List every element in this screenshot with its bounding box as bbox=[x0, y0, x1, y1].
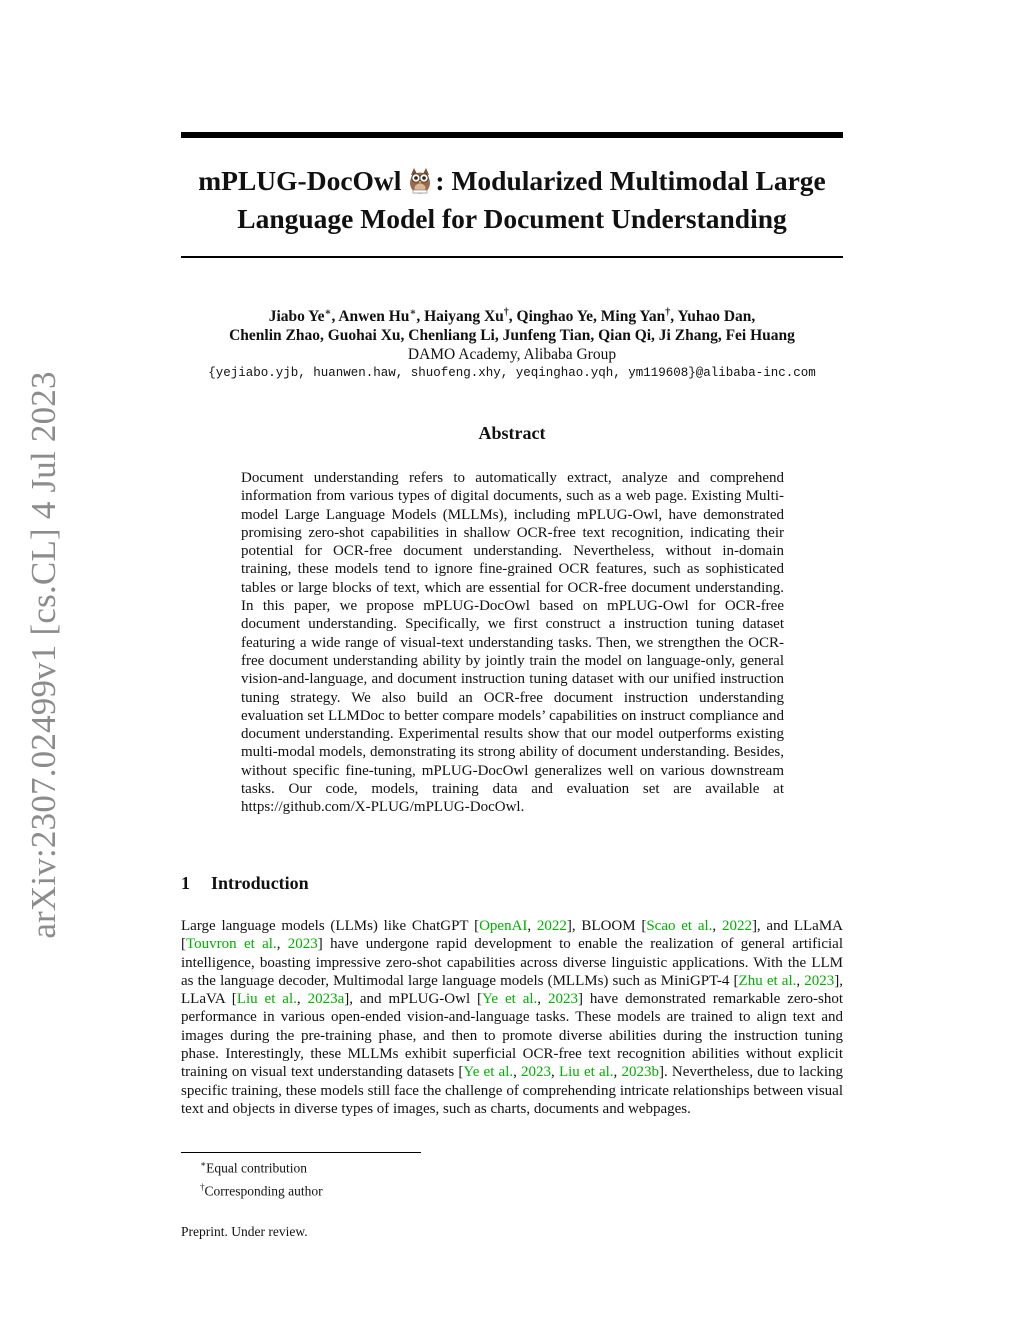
citation-link[interactable]: 2022 bbox=[721, 918, 752, 934]
text-run: Large language models (LLMs) like ChatGPT [ bbox=[181, 918, 480, 934]
citation-link[interactable]: 2023 bbox=[521, 1064, 552, 1081]
text-run: , bbox=[527, 918, 537, 934]
text-run: , bbox=[513, 1064, 522, 1081]
author-mark: † bbox=[665, 307, 671, 318]
owl-icon bbox=[407, 166, 433, 202]
citation-link[interactable]: Scao et al. bbox=[646, 918, 713, 934]
title-bottom-rule bbox=[181, 256, 843, 258]
title-part-1: mPLUG-DocOwl bbox=[198, 165, 402, 196]
citation-link[interactable]: 2023 bbox=[547, 991, 578, 1008]
citation-link[interactable]: 2023 bbox=[287, 936, 318, 953]
text-run: , bbox=[551, 1064, 559, 1081]
author-name: Jiabo Ye bbox=[268, 308, 325, 326]
introduction-paragraph bbox=[181, 917, 843, 1118]
text-run: , bbox=[712, 918, 722, 934]
text-run: ]. Nevertheless, due to lacking specific training, these models still face the challenge of comprehending intricate relationships between visual text and objects in diverse types of images, such as charts, documents and webpages. bbox=[181, 1064, 844, 1117]
footnote-corresponding-author bbox=[200, 1178, 323, 1201]
citation-link[interactable]: Ye et al. bbox=[482, 991, 538, 1008]
author-mark: ∗ bbox=[324, 307, 332, 318]
citation-link[interactable]: Touvron et al. bbox=[186, 936, 277, 953]
footnote-text: Corresponding author bbox=[204, 1183, 323, 1199]
title-top-rule bbox=[181, 132, 843, 138]
citation-link[interactable]: OpenAI bbox=[479, 918, 528, 934]
author-name: , Yuhao Dan, bbox=[670, 308, 756, 326]
author-block bbox=[181, 303, 843, 383]
text-run: ], and LLaMA [ bbox=[181, 918, 844, 953]
text-run: , bbox=[613, 1064, 622, 1081]
text-run: ], and mPLUG-Owl [ bbox=[344, 991, 483, 1008]
citation-link[interactable]: 2022 bbox=[536, 918, 567, 934]
citation-link[interactable]: Liu et al. bbox=[236, 991, 297, 1008]
author-name: , Anwen Hu bbox=[331, 308, 410, 326]
paper-title bbox=[181, 164, 843, 236]
text-run: ] have undergone rapid development to enable the realization of general artificial intelligence, boasting impressive zero-shot capabilities across diverse linguistic applications. With the LLM as the language decoder, Multimodal large language models (MLLMs) such as MiniGPT-4 [ bbox=[181, 936, 843, 989]
text-run: , bbox=[296, 991, 308, 1008]
text-run: , bbox=[796, 972, 805, 989]
abstract-heading: Abstract bbox=[478, 423, 546, 443]
affiliation: DAMO Academy, Alibaba Group bbox=[407, 346, 617, 364]
citation-link[interactable]: Liu et al. bbox=[558, 1064, 614, 1081]
citation-link[interactable]: 2023a bbox=[307, 991, 345, 1008]
author-name: , Qinghao Ye, Ming Yan bbox=[508, 308, 666, 326]
section-heading-introduction bbox=[181, 873, 309, 894]
citation-link[interactable]: 2023b bbox=[621, 1064, 659, 1081]
footnote-text: Equal contribution bbox=[206, 1160, 307, 1176]
text-run: ], BLOOM [ bbox=[566, 918, 647, 934]
abstract-text: Document understanding refers to automatically extract, analyze and comprehend information from various types of digital documents, such as a web page. Existing Multi-model Large Language Models (MLLMs), including mPLUG-Owl, have demonstrated promising zero-shot capabilities in shallow OCR-free text recognition, indicating their potential for OCR-free document understanding. Nevertheless, without in-domain training, these models tend to ignore fine-grained OCR features, such as sophisticated tables or large blocks of text, which are essential for OCR-free document understanding. In this paper, we propose mPLUG-DocOwl based on mPLUG-Owl for OCR-free document understanding. Specifically, we first construct a instruction tuning dataset featuring a wide range of visual-text understanding tasks. Then, we strengthen the OCR-free document understanding ability by jointly train the model on language-only, general vision-and-language, and document instruction tuning dataset with our unified instruction tuning strategy. We also build an OCR-free document instruction understanding evaluation set LLMDoc to better compare models’ capabilities on instruct compliance and document understanding. Experimental results show that our model outperforms existing multi-modal models, demonstrating its strong ability of document understanding. Besides, without specific fine-tuning, mPLUG-DocOwl generalizes well on various downstream tasks. Our code, models, training data and evaluation set are available at https://github.com/X-PLUG/mPLUG-DocOwl. bbox=[241, 470, 784, 816]
section-number: 1 bbox=[181, 873, 190, 893]
arxiv-side-stamp: arXiv:2307.02499v1 [cs.CL] 4 Jul 2023 bbox=[24, 371, 63, 939]
section-title: Introduction bbox=[211, 873, 309, 893]
footnote-mark: ∗ bbox=[200, 1159, 207, 1169]
author-mark: ∗ bbox=[409, 307, 417, 318]
text-run: , bbox=[276, 936, 288, 953]
author-line-2: Chenlin Zhao, Guohai Xu, Chenliang Li, Junfeng Tian, Qian Qi, Ji Zhang, Fei Huang bbox=[229, 327, 795, 345]
footnote-divider bbox=[181, 1152, 421, 1153]
title-line-2: Language Model for Document Understanding bbox=[237, 203, 787, 234]
footnote-mark: † bbox=[200, 1182, 205, 1192]
author-emails: {yejiabo.yjb, huanwen.haw, shuofeng.xhy, yeqinghao.yqh, ym119608}@alibaba-inc.com bbox=[208, 366, 816, 381]
title-part-2: : Modularized Multimodal Large bbox=[435, 165, 826, 196]
footnotes bbox=[200, 1155, 323, 1201]
preprint-notice: Preprint. Under review. bbox=[181, 1224, 308, 1239]
author-name: , Haiyang Xu bbox=[416, 308, 504, 326]
text-run: ] have demonstrated remarkable zero-shot performance in various open-ended vision-and-language tasks. These models are trained to align text and images during the pre-training phase, and then to promote diverse abilities during the instruction tuning phase. Interestingly, these MLLMs exhibit superficial OCR-free text recognition abilities without explicit training on visual text understanding datasets [ bbox=[181, 991, 844, 1081]
citation-link[interactable]: Ye et al. bbox=[463, 1064, 514, 1081]
citation-link[interactable]: Zhu et al. bbox=[738, 972, 797, 989]
text-run: , bbox=[537, 991, 548, 1008]
text-run: ], LLaVA [ bbox=[181, 972, 844, 1008]
footnote-equal-contribution bbox=[200, 1155, 323, 1178]
author-mark: † bbox=[503, 307, 509, 318]
author-line-1 bbox=[181, 303, 843, 326]
citation-link[interactable]: 2023 bbox=[804, 972, 835, 989]
